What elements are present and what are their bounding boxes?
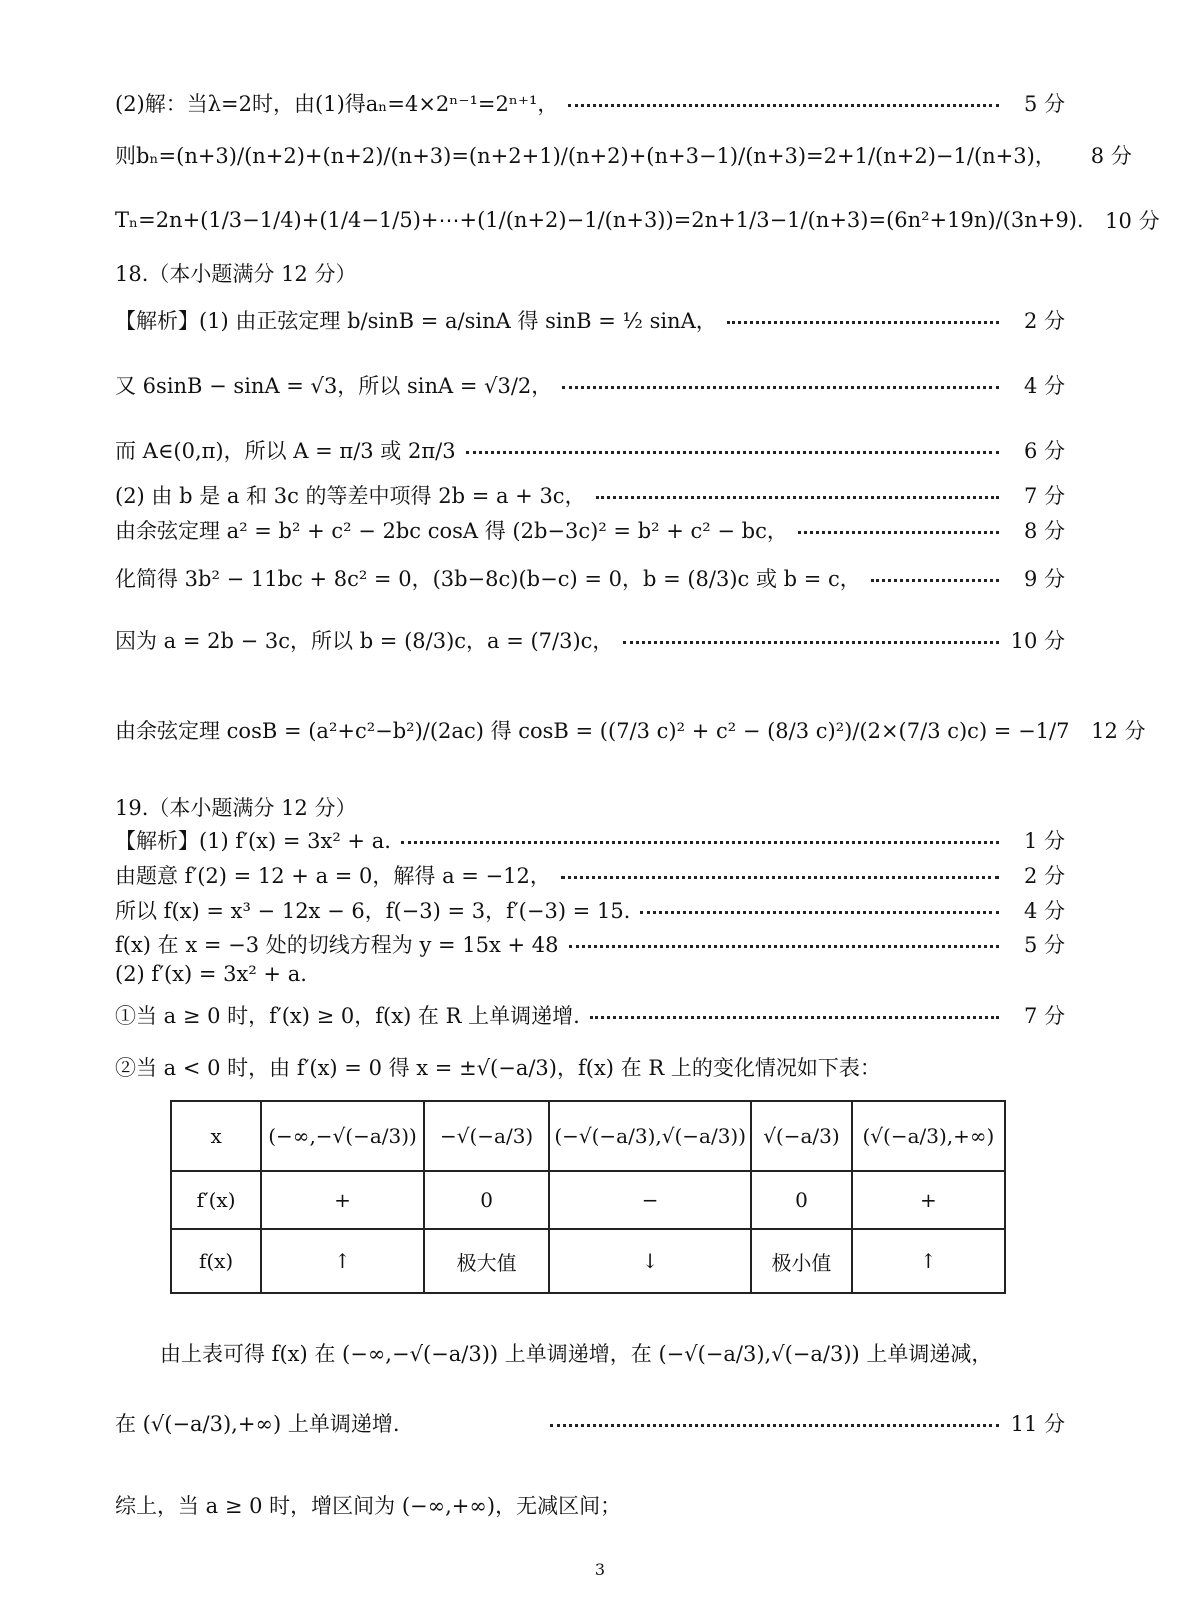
table-cell: f(x): [171, 1229, 261, 1293]
leader-dots: [871, 579, 999, 582]
table-row: [171, 1171, 1005, 1229]
line-score: 12 分: [1091, 719, 1146, 743]
variation-table: [170, 1100, 1006, 1294]
solution-line: [115, 435, 1065, 465]
table-cell: −: [549, 1171, 751, 1229]
line-text: ①当 a ≥ 0 时，f′(x) ≥ 0，f(x) 在 R 上单调递增.: [115, 1004, 580, 1028]
table-cell: 0: [424, 1171, 549, 1229]
solution-line: [115, 625, 1065, 655]
leader-dots: [401, 841, 999, 844]
solution-line: [115, 88, 1065, 118]
table-row: [171, 1229, 1005, 1293]
solution-line: [115, 205, 1160, 235]
line-text: 由题意 f′(2) = 12 + a = 0，解得 a = −12，: [115, 864, 551, 888]
table-cell: −√(−a/3): [424, 1101, 549, 1171]
line-score: 10 分: [1105, 209, 1160, 233]
line-text: 所以 f(x) = x³ − 12x − 6，f(−3) = 3，f′(−3) = 15.: [115, 899, 631, 923]
line-text: 【解析】(1) f′(x) = 3x² + a.: [115, 829, 391, 853]
table-cell: √(−a/3): [751, 1101, 852, 1171]
table-cell: +: [852, 1171, 1005, 1229]
line-text: 【解析】(1) 由正弦定理 b/sinB = a/sinA 得 sinB = ½ sinA，: [115, 309, 717, 333]
line-text: 18.（本小题满分 12 分）: [115, 262, 357, 286]
table-cell: ↑: [852, 1229, 1005, 1293]
question-heading-19: [115, 792, 1065, 822]
solution-line: [115, 929, 1065, 959]
line-score: 8 分: [1090, 144, 1132, 168]
table-header-row: [171, 1101, 1005, 1171]
line-text: 则bₙ=(n+3)/(n+2)+(n+2)/(n+3)=(n+2+1)/(n+2)+(n+3−1)/(n+3)=2+1/(n+2)−1/(n+3)，: [115, 144, 1056, 168]
line-text: 19.（本小题满分 12 分）: [115, 796, 357, 820]
line-score: 10 分: [1010, 629, 1065, 653]
solution-line: [115, 715, 1146, 745]
line-text: 由余弦定理 cosB = (a²+c²−b²)/(2ac) 得 cosB = ((7/3 c)² + c² − (8/3 c)²)/(2×(7/3 c)c) = −1/7: [115, 719, 1070, 743]
line-text: 又 6sinB − sinA = √3，所以 sinA = √3/2，: [115, 374, 553, 398]
leader-dots: [550, 1424, 1000, 1427]
table-cell: (−√(−a/3),√(−a/3)): [549, 1101, 751, 1171]
line-text: (2) f′(x) = 3x² + a.: [115, 962, 307, 986]
line-score: 1 分: [1023, 829, 1065, 853]
line-score: 11 分: [1010, 1412, 1065, 1436]
leader-dots: [590, 1016, 999, 1019]
solution-line: [115, 825, 1065, 855]
table-cell: 0: [751, 1171, 852, 1229]
solution-line: [115, 860, 1065, 890]
line-text: f(x) 在 x = −3 处的切线方程为 y = 15x + 48: [115, 933, 559, 957]
table-cell: 极大值: [424, 1229, 549, 1293]
line-score: 5 分: [1023, 933, 1065, 957]
leader-dots: [569, 945, 1000, 948]
leader-dots: [561, 876, 999, 879]
line-text: 化简得 3b² − 11bc + 8c² = 0，(3b−8c)(b−c) = 0，b = (8/3)c 或 b = c，: [115, 567, 861, 591]
line-text: 而 A∈(0,π)，所以 A = π/3 或 2π/3: [115, 439, 456, 463]
solution-line: [115, 305, 1065, 335]
line-text: (2)解：当λ=2时，由(1)得aₙ=4×2ⁿ⁻¹=2ⁿ⁺¹，: [115, 92, 559, 116]
table-cell: f′(x): [171, 1171, 261, 1229]
line-score: 5 分: [1023, 92, 1065, 116]
line-score: 7 分: [1023, 484, 1065, 508]
line-text: 由上表可得 f(x) 在 (−∞,−√(−a/3)) 上单调递增，在 (−√(−a/3),√(−a/3)) 上单调递减，: [160, 1342, 993, 1366]
solution-line: [115, 962, 1065, 986]
question-heading-18: [115, 258, 1065, 288]
leader-dots: [623, 641, 999, 644]
leader-dots: [596, 496, 999, 499]
line-score: 4 分: [1023, 374, 1065, 398]
leader-dots: [640, 911, 999, 914]
solution-line: [115, 515, 1065, 545]
line-text: Tₙ=2n+(1/3−1/4)+(1/4−1/5)+⋯+(1/(n+2)−1/(n+3))=2n+1/3−1/(n+3)=(6n²+19n)/(3n+9).: [115, 208, 1084, 232]
solution-line: [115, 1490, 1065, 1520]
line-score: 2 分: [1023, 309, 1065, 333]
line-text: ②当 a < 0 时，由 f′(x) = 0 得 x = ±√(−a/3)，f(x) 在 R 上的变化情况如下表：: [115, 1056, 881, 1080]
solution-line: [115, 140, 1132, 170]
solution-line: [115, 563, 1065, 593]
table-cell: x: [171, 1101, 261, 1171]
line-text: 综上，当 a ≥ 0 时，增区间为 (−∞,+∞)，无减区间；: [115, 1494, 622, 1518]
line-score: 9 分: [1023, 567, 1065, 591]
solution-line: [160, 1338, 1065, 1368]
solution-line: [115, 895, 1065, 925]
solution-line: [115, 1408, 1065, 1438]
solution-line: [115, 1000, 1065, 1030]
line-text: 因为 a = 2b − 3c，所以 b = (8/3)c，a = (7/3)c，: [115, 629, 614, 653]
leader-dots: [562, 386, 999, 389]
solution-line: [115, 1052, 1065, 1082]
line-score: 6 分: [1023, 439, 1065, 463]
line-score: 4 分: [1023, 899, 1065, 923]
line-text: (2) 由 b 是 a 和 3c 的等差中项得 2b = a + 3c，: [115, 484, 586, 508]
line-score: 7 分: [1023, 1004, 1065, 1028]
table-cell: 极小值: [751, 1229, 852, 1293]
solution-line: [115, 370, 1065, 400]
leader-dots: [568, 104, 999, 107]
table-cell: (√(−a/3),+∞): [852, 1101, 1005, 1171]
line-text: 在 (√(−a/3),+∞) 上单调递增.: [115, 1412, 400, 1436]
line-score: 8 分: [1023, 519, 1065, 543]
leader-dots: [798, 531, 999, 534]
solution-line: [115, 480, 1065, 510]
table-cell: +: [261, 1171, 424, 1229]
table-cell: ↑: [261, 1229, 424, 1293]
page-number: 3: [594, 1560, 606, 1579]
leader-dots: [466, 451, 999, 454]
line-text: 由余弦定理 a² = b² + c² − 2bc cosA 得 (2b−3c)² = b² + c² − bc，: [115, 519, 788, 543]
table-cell: ↓: [549, 1229, 751, 1293]
leader-dots: [727, 321, 999, 324]
line-score: 2 分: [1023, 864, 1065, 888]
table-cell: (−∞,−√(−a/3)): [261, 1101, 424, 1171]
